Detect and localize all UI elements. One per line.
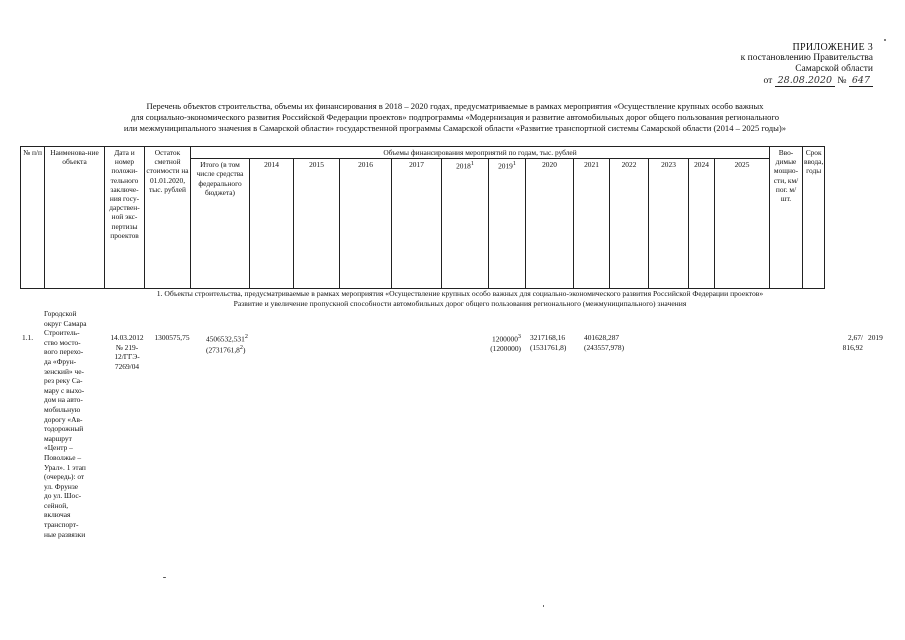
number-value: 647 [849, 75, 873, 87]
object-name-line7: мару с выхо- [44, 385, 85, 395]
capacity-line2: 816,92 [842, 342, 863, 352]
object-name-line21: транспорт- [44, 520, 79, 530]
value-2018-footnote: 3 [517, 334, 521, 340]
header-year-2024: 2024 [689, 159, 715, 289]
district-line2: округ Самара [44, 318, 87, 328]
header-year-2020: 2020 [526, 159, 574, 289]
total-federal-value: (2731761,8 [206, 345, 240, 355]
year-2019-footnote: 1 [512, 161, 516, 168]
expertise-cell [106, 333, 148, 371]
header-year-2021: 2021 [574, 159, 610, 289]
total-footnote: 2 [244, 334, 248, 340]
appendix-title: ПРИЛОЖЕНИЕ 3 [792, 42, 873, 53]
header-year-2014: 2014 [250, 159, 294, 289]
row-number: 1.1. [22, 333, 34, 342]
date-prefix: от [763, 76, 773, 86]
appendix-line1: к постановлению Правительства [740, 53, 873, 63]
object-name-line5: зенский» че- [44, 366, 84, 376]
header-year-2017: 2017 [392, 159, 442, 289]
object-name-line4: да «Фрун- [44, 356, 77, 366]
value-2018-cell [475, 333, 521, 354]
number-prefix: № [837, 76, 847, 86]
value-2020-cell [584, 333, 634, 352]
capacity-line1: 2,67/ [848, 333, 863, 342]
object-name-line13: «Центр – [44, 443, 73, 453]
expertise-number-2: 12/ГГЭ- [114, 352, 140, 362]
total-cell [206, 333, 248, 355]
header-year-2025: 2025 [715, 159, 770, 289]
district-line1: Городской [44, 309, 77, 318]
value-2018-line [475, 333, 521, 344]
appendix-line2: Самарской области [795, 64, 873, 74]
value-2018: 1200000 [492, 334, 518, 344]
value-2018-federal: (1200000) [490, 344, 521, 354]
object-name-line9: мобильную [44, 404, 81, 414]
section-line2: Развитие и увеличение пропускной способности автомобильных дорог общего пользования регионального (межмуниципального) значения [233, 298, 687, 308]
header-year-2018 [442, 159, 489, 289]
value-2019: 3217168,16 [530, 333, 566, 342]
total-value: 4506532,531 [206, 334, 245, 344]
balance-value: 1300575,75 [154, 333, 190, 342]
header-balance: Остаток сметной стоимости на 01.01.2020, тыс. рублей [145, 147, 191, 289]
expertise-number-3: 7269/04 [114, 361, 140, 371]
heading-line1: Перечень объектов строительства, объемы их финансирования в 2018 – 2020 годах, предусматриваемые в рамках мероприятия «Осуществление крупных особо важных [146, 101, 764, 111]
section-line1: 1. Объекты строительства, предусматриваемые в рамках мероприятия «Осуществление крупных особо важных для социально-экономического развития Российской Федерации проектов» [156, 289, 764, 298]
object-name-line16: (очередь): от [44, 472, 85, 482]
heading-line2: для социально-экономического развития Российской Федерации проектов» подпрограммы «Модернизация и развитие автомобильных дорог общего пользования регионального [130, 112, 780, 122]
total-federal-line [206, 344, 248, 355]
value-2020-federal: (243557,978) [584, 342, 625, 352]
appendix-block [741, 42, 873, 87]
object-name-line2: ство мосто- [44, 337, 81, 347]
scan-speck-2 [163, 577, 166, 578]
value-2019-cell [530, 333, 580, 352]
header-year-2023: 2023 [649, 159, 689, 289]
object-name-line22: ные развязки [44, 529, 86, 539]
financing-table-header [20, 146, 825, 289]
header-capacity: Вво-димые мощно-сти, км/ пог. м/шт. [770, 147, 803, 289]
object-name-line14: Поволжье – [44, 452, 82, 462]
year-2018-label: 2018 [456, 161, 471, 171]
date-value: 28.08.2020 [775, 75, 835, 87]
expertise-date: 14.03.2012 [110, 333, 144, 342]
year-2019-label: 2019 [498, 161, 513, 171]
header-volumes: Объемы финансирования мероприятий по годам, тыс. рублей [191, 147, 770, 159]
year-2018-footnote: 1 [470, 161, 474, 168]
object-name-line17: ул. Фрунзе [44, 481, 79, 491]
header-year-2015: 2015 [294, 159, 340, 289]
header-year-2019 [489, 159, 526, 289]
document-heading [60, 101, 850, 134]
total-federal-close: ) [242, 345, 246, 355]
scan-speck-3 [543, 605, 544, 607]
header-total: Итого (в том числе средства федерального бюджета) [191, 159, 250, 289]
object-name-line18: до ул. Шос- [44, 491, 82, 501]
object-name-line8: дом на авто- [44, 395, 83, 405]
header-term: Срок ввода, годы [803, 147, 825, 289]
object-name-line15: Урал». 1 этап [44, 462, 86, 472]
capacity-cell [833, 333, 863, 352]
appendix-date-line [741, 75, 873, 87]
header-object-name: Наименова-ние объекта [45, 147, 105, 289]
object-name-block [44, 309, 102, 539]
object-name-line10: дорогу «Ав- [44, 414, 83, 424]
scan-speck [884, 39, 886, 41]
header-year-2016: 2016 [340, 159, 392, 289]
object-name-line1: Строитель- [44, 328, 80, 338]
section-title [20, 289, 900, 308]
header-year-2022: 2022 [610, 159, 649, 289]
heading-line3: или межмуниципального значения в Самарской области» государственной программы Самарской области «Развитие транспортной системы Самарской области (2014 – 2025 годы)» [123, 123, 787, 133]
object-name-line11: тодорожный [44, 424, 84, 434]
object-name-line3: вого перехо- [44, 347, 84, 357]
expertise-number-1: № 219- [115, 342, 139, 352]
object-name-line20: включая [44, 510, 71, 520]
object-name-line6: рез реку Са- [44, 376, 83, 386]
total-federal-footnote: 2 [239, 345, 243, 352]
value-2020: 401628,287 [584, 333, 620, 342]
term-value: 2019 [868, 333, 883, 342]
object-name-line19: сейной, [44, 500, 69, 510]
header-number: № п/п [21, 147, 45, 289]
header-expertise: Дата и номер положи-тельного заключе-ния госу-дарствен-ной экс-пертизы проектов [105, 147, 145, 289]
value-2019-federal: (1531761,8) [530, 342, 567, 352]
object-name-line12: маршрут [44, 433, 72, 443]
total-line [206, 333, 248, 344]
